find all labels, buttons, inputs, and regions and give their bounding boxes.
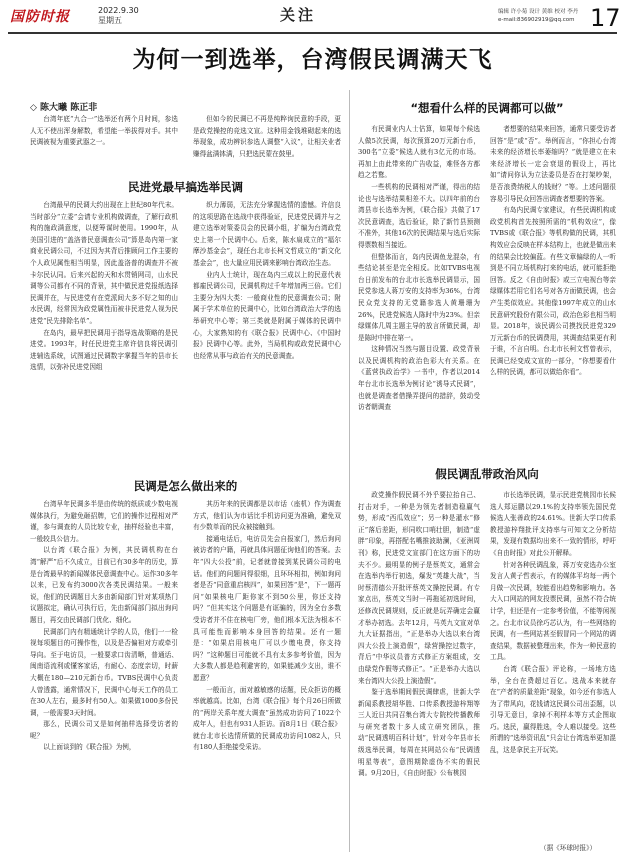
section-why-paragraph-1: 有民调业内人士估算，如果每个候选人做5次民调，每次预算20万元新台币，300名“立委”候选人就有3亿元的市场。再加上由此带来的广告收益，难怪各方都趋之若鹜。 bbox=[358, 125, 480, 180]
section-how-paragraph-3: 民调部门内有精通统计学的人员，他们一一检视每项题目的可操作性，以及是否偏袒对方或牵引导向。至于电访员，一般要求口齿清晰，普通话、闽南语流利或懂客家话，有耐心、态度亲切，时薪大概在180—210元新台币。TVBS民调中心负责人曾透露，通常情况下，民调中心每天工作的员工在30人左右，最多时有50人。如果做1000多份民调，一般需要3天时间。 bbox=[30, 627, 178, 717]
editor-names: 编辑 许小菊 设计 黄维 校对 李丹 bbox=[498, 9, 579, 15]
section-fake-paragraph-2: 鉴于选举期间假民调肆虐，世新大学新闻系教授胡华胜、口传系教授游梓翔等三人近日共同召集台湾大专院校传播教师与研究者数十多人成立研究团队，推动“民调透明百科计划”，针对今年县市长级选举民调，每周在其网站公布“民调透明星等表”，意图期除虚伪不实的假民调。9月20日，《自由时报》公布桃园 bbox=[358, 688, 480, 778]
section-fake-paragraph-4: 针对各种民调乱象，蒋万安竞选办公室发言人黄子哲表示，有的媒体平均每一两个月做一次民调，较能看出趋势和影响力。各大入口网站的网友投票民调，虽然不符合统计学，但还是有一定参考价值，不能等闲视之。台北市议员徐巧芯认为，有一些网络的民调，有一些网站甚至假冒同一个网站的调查结果，数据被整理出来，作为一种民意的工具。 bbox=[490, 560, 616, 662]
intro-text bbox=[30, 114, 178, 172]
section-fake-right-column bbox=[490, 490, 616, 840]
section-how-paragraph-4: 那么，民调公司又是如何抽样选择受访者的呢？ bbox=[30, 720, 178, 740]
issue-date-block bbox=[98, 6, 139, 26]
section-dpp-title: 民进党最早搞选举民调 bbox=[128, 180, 243, 194]
page-number: 17 bbox=[590, 4, 621, 32]
section-dpp-right-column bbox=[193, 200, 341, 472]
issue-date: 2022.9.30 bbox=[98, 6, 139, 15]
headline: 为何一到选举，台湾假民调满天飞 bbox=[132, 47, 493, 73]
section-fake-paragraph-3: 市长选举民调，显示民进党桃园市长候选人郑运鹏以29.1%的支持率领先国民党候选人张善政的24.61%。世新大学口传系教授游梓翔批评支持率与可知文之分析结果，发现有数据均出来不一致的情形，呼吁《自由时报》对此公开解释。 bbox=[490, 491, 616, 557]
section-why-title: “想看什么样的民调都可以做” bbox=[410, 101, 564, 115]
section-title: 关注 bbox=[280, 6, 317, 24]
section-how-paragraph-5: 以上面谈到的《联合报》为例， bbox=[43, 743, 136, 752]
section-how-paragraph-6: 其历年来的民调都是以市话（座机）作为调查方式，他们认为市话比手机访问更为准确，避免双有少数单而的民众被接触到。 bbox=[193, 500, 341, 532]
section-dpp-paragraph-2: 在岛内，最早把民调用于指导选战策略的是民进党。1993年，时任民进党主席许信良将民调引进辅选系统，试图通过民调数字掌握当年的县市长选情，以弥补民进党因组 bbox=[30, 328, 178, 372]
header-rule bbox=[8, 32, 617, 34]
section-why-paragraph-5: 者想要的结果来回答，通常只要受访者回答“是”或“否”。举例而言，“你担心台湾未来的经济增长率萎缩吗？”就是建立在未来经济增长一定会衰退的假设上，再比如“请问你认为立法委员是否在打架吵架，是否浪费纳税人的钱财？”等。上述问题很容易引导民众回答出调查者想要的答案。 bbox=[490, 125, 616, 203]
section-fake-paragraph-1: 政党操作假民调不外乎要拉抬自己、打击对手，一种是为领先者制造稳赢气势，形成“西瓜效应”；另一种是灌水“修正”落后差距，形同吹口哨壮胆，制造“虚胖”印象，再搭配名嘴推波助澜，《亚洲周刊》称，民进党文宣部门在这方面下的功夫不少。最明显的例子是蔡英文，通常会在选举内举行初选，爆发“英雄大战”，当时蔡清德公开批评蔡英文操控民调。有专家点出，蔡英文当时一再拖延初选时间，还修改民调规则，反正就是玩弄确定会赢才举办初选。去年12月，马英九文宣对单九大证据指出，“正是举办大选以来台湾四大公投上演造假”，绿营操控过数字，背后“中华议员普方式修正方案组成，交由绿党作假等式修正”。“正是举办大选以来台湾四大公投上演造假”。 bbox=[358, 491, 480, 685]
section-dpp-left-column bbox=[30, 200, 178, 472]
section-how-title: 民调是怎么做出来的 bbox=[133, 479, 238, 493]
issue-weekday: 星期五 bbox=[98, 16, 122, 25]
section-why-paragraph-3: 但整体而言，岛内民调鱼龙混杂，有些结论甚至是完全相反。比如TVBS电视台日前发布的台北市长选举民调显示，国民党参选人蒋万安的支持率为36%，台湾民众党支持的无党籍参选人黄珊珊为26%，民进党候选人陈时中为23%。但亲绿媒体几周主题主导的放言所做民调，却是陈时中排在第一。 bbox=[358, 252, 480, 342]
section-how-paragraph-1: 台湾早年民调多半是由传统的纸质或少数电视媒体执行，为避免砸招牌，它们的操作过程相对严谨，参与调查的人员比较专业，抽样经验也丰富，一般较具公信力。 bbox=[30, 500, 178, 543]
section-why-left-column bbox=[358, 124, 480, 454]
section-how-right-column bbox=[193, 499, 341, 851]
intro-text-continued bbox=[193, 114, 341, 172]
editor-credits bbox=[498, 8, 590, 24]
masthead-title: 国防时报 bbox=[10, 9, 70, 25]
section-fake-paragraph-5: 台湾《联合报》评论称，一场地方选举，全台在费超过百亿。选战本来就存在“产者的质量差距”现象，如今还有参选人为了带风向，花钱请这民调公司出歪题，以引导无意目，拿掉不利样本等方式企图取巧。选民，赢得胜选，令人难以接受。这些所谓的“选举资讯乱”只会让台湾选举更加混乱，这是拿民主开玩笑。 bbox=[490, 664, 616, 755]
section-how-paragraph-7: 接通电话后，电访员先会自报家门，然后询问被访者的户籍，再就具体问题征询他们的答案。去年“四大公投”前，记者就曾接到某民调公司的电话。他们的问题问得很细，且环环相扣，例如询问者是否“同意重启核四”，如果回答“是”，下一题再问“如果核电厂距你家不到50公里，你还支持吗？”但其实这个问题是有诓骗的，因为全台多数受访者并不住在核电厂旁，他们根本无法为根本不具可能性而影响本身回答的结果。还有一题是：“如果启用核电厂可以少缴电费，你支持吗？”这种题目可能就不具有太多参考价值，因为大多数人都是趋利避害的，如果能减少支出，谁不愿意？ bbox=[193, 534, 341, 682]
section-fake-title: 假民调乱带政治风向 bbox=[435, 467, 539, 481]
section-dpp-paragraph-3: 织力薄弱，无法充分掌握选情的遗憾。许信良的这项思路在选战中获得验证，民进党民调并与之建立选举对策委员会的民调小组，扩编为台湾政党史上第一个民调中心。后来，陈水扁成立的“福尔摩沙基金会”，现任台北市长柯文哲成立的“新文化基金会”，也大量应用民调来影响台湾政治生态。 bbox=[193, 201, 341, 267]
section-why-paragraph-4: 这种情况当然与题目设置、政党背景以及民调机构的政治色彩大有关系。在《蓝营执政治学》一书中，作者以2014年台北市长选举为例讨论“诱导式民调”，也就是调查者借操弄提问的措辞，鼓动受访者朝调查 bbox=[358, 345, 480, 412]
section-dpp-paragraph-4: 业内人士统计，现在岛内三成以上的民意代表都雇民调公司，民调机构过千年增加两三倍。它们主要分为四大类：一般商业性的民意调查公司；附属于学术单位的民调中心，比如台湾政治大学的选举研究中心等；第三类就是附属于媒体的民调中心，大家熟知的有《联合报》民调中心、《中国时报》民调中心等。此外，当局机构或政党民调中心也经常从事与政治有关的民意调查。 bbox=[193, 270, 341, 360]
section-why-right-column bbox=[490, 124, 616, 454]
section-how-paragraph-8: 一般而言，面对越敏感的话题，民众拒访的概率就越高。比如，台湾《联合报》每个月26日所做的“两岸关系年度大调查”虽然成功访问了1022个成年人，但也有931人拒访。而8月1日《联合报》就台北市长选情所做的民调成功访问1082人，只有180人拒绝接受采访。 bbox=[193, 685, 341, 752]
intro-paragraph-2: 但如今的民调已不再是纯粹询民意的手段，更是政党操控的竞选文宣。这种用金钱堆砌起来的选举现象，成功辨识参选人调整“入议”，让相关业者赚得盆满钵满，只把选民蒙在鼓里。 bbox=[193, 115, 341, 158]
section-how-paragraph-2: 以台湾《联合报》为例，其民调机构在台湾“解严”后不久成立，目前已有30多年的历史，算是台湾最早的新闻媒体民意调查中心。运作30多年以来，已发布约3000次各类民调结果。一般来说，他们的民调题目大多由新闻部门针对某项热门议题拟定，确认可执行后，先由新闻部门拟出询问题目，再交由民调部门优化、细化。 bbox=[30, 546, 178, 624]
intro-paragraph: 台湾年底“九合一”选举还有两个月时间，参选人无不使出浑身解数，希望能一举拔得对手。其中民调被视为重要武器之一。 bbox=[30, 115, 178, 147]
column-divider bbox=[349, 90, 350, 852]
section-how-left-column bbox=[30, 499, 178, 851]
byline: ◇ 陈大曦 陈正非 bbox=[30, 103, 98, 113]
section-dpp-paragraph-1: 台湾最早的民调大约出现在上世纪80年代末。当时部分“立委”会请专业机构做调查，了解行政机构的施政满意度，以便筹谋时使用。1990年，从美国引进的“盖洛普民意调查公司”算是岛内第一家商业民调公司，不过因为其背后推顾问工作主要的个人政见属性相当明显，因此盖洛普的调查并不被卡尔民认同。后来兴起的天和水贯销网司，山水民调等公司都有不同的背景，其中做民进党报纸选择民调并在，与民进党有在党派间大多不好之知的山水民调，经常因为政党属性而被非民进党人视为民进党“民先排除名单”。 bbox=[30, 201, 178, 325]
section-why-paragraph-6: 有岛内民调专家建议，有些民调机构或政党机构首先按照所需的“机构效应”，像TVBS或《联合报》等机构做的民调，其机构效应会反映在样本结构上，也就是做出来的结果会比较偏蓝。有些文章偏绿的人一听到是不同立场机构打来的电话，就可能拒绝回答。反之《自由时报》或三立电视台等亲绿媒体若用它们名号对各方面做民调，也会产生类似效应。其他像1997年成立的山水民意研究股份有限公司，政治色彩也相当明显。2018年，该民调公司摸找民进党329万元新台币的民调费用，其调查结果更有利于谁，不言自明。台北市长柯文哲曾表示，民调已经变成文宣的一部分，“你想要看什么样的民调，都可以做给你看”。 bbox=[490, 206, 616, 377]
section-why-paragraph-2: 一些机构的民调相对严谨，得出的结论也与选举结果相差不大。以四年前的台湾县市长选举为例，《联合报》共做了17次民意调查，选后验证，除了新竹县预测不准外，其他16次的民调结果与选后实际得票数相当接近。 bbox=[358, 182, 480, 249]
article-source: （据《环球时报》） bbox=[540, 844, 597, 852]
editor-email: e-mail:836902919@qq.com bbox=[498, 17, 575, 23]
section-fake-left-column bbox=[358, 490, 480, 852]
